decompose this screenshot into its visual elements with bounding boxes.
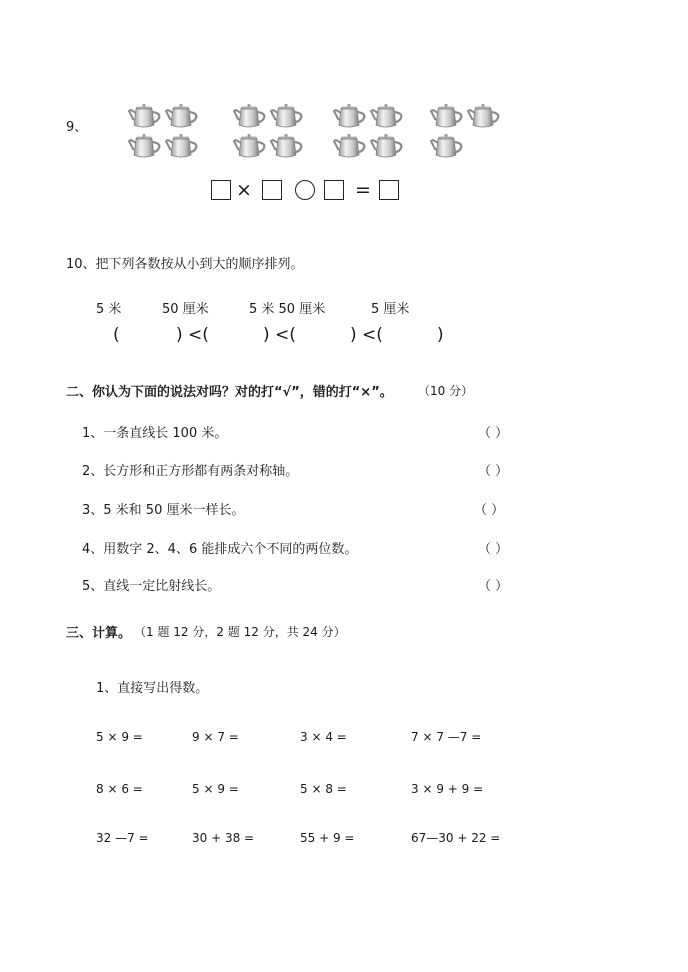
teapot-icon — [233, 133, 267, 159]
teapot-icon — [370, 103, 404, 129]
calc-item: 8 × 6 = — [96, 782, 143, 796]
calc-item: 3 × 9 + 9 = — [411, 782, 484, 796]
statement-4: 4、用数字 2、4、6 能排成六个不同的两位数。 — [82, 542, 358, 557]
answer-box[interactable] — [262, 180, 282, 200]
teapot-icon — [270, 103, 304, 129]
section-2-title: 二、你认为下面的说法对吗？对的打“√”，错的打“×”。 — [66, 385, 393, 400]
section-3-score: （1 题 12 分，2 题 12 分，共 24 分） — [134, 625, 346, 639]
teapot-icon — [467, 103, 501, 129]
teapot-icon — [333, 103, 367, 129]
calc-item: 9 × 7 = — [192, 730, 239, 744]
length-item: 50 厘米 — [162, 302, 209, 317]
teapot-icon — [370, 133, 404, 159]
calc-item: 30 + 38 = — [192, 831, 255, 845]
order-paren: ( — [113, 325, 120, 345]
length-item: 5 厘米 — [371, 302, 410, 317]
calc-item: 5 × 8 = — [300, 782, 347, 796]
teapot-icon — [165, 133, 199, 159]
teapot-icon — [233, 103, 267, 129]
statement-1: 1、一条直线长 100 米。 — [82, 426, 228, 441]
question-9-number: 9、 — [66, 120, 88, 135]
section-3-title: 三、计算。 — [66, 626, 132, 641]
section-3-subtitle: 1、直接写出得数。 — [96, 681, 209, 696]
answer-blank[interactable]: （ ） — [478, 426, 509, 441]
answer-box[interactable] — [211, 180, 231, 200]
calc-item: 5 × 9 = — [192, 782, 239, 796]
answer-blank[interactable]: （ ） — [478, 579, 509, 594]
answer-blank[interactable]: （ ） — [478, 464, 509, 479]
calc-item: 32 —7 = — [96, 831, 149, 845]
section-2-score: （10 分） — [418, 384, 474, 398]
teapot-icon — [430, 103, 464, 129]
teapot-icon — [165, 103, 199, 129]
length-item: 5 米 50 厘米 — [249, 302, 326, 317]
teapot-icon — [270, 133, 304, 159]
times-sign: × — [236, 179, 252, 201]
teapot-icon — [128, 103, 162, 129]
answer-blank[interactable]: （ ） — [478, 542, 509, 557]
calc-item: 7 × 7 —7 = — [411, 730, 482, 744]
order-paren: ) — [437, 325, 444, 345]
order-paren: ) <( — [176, 325, 209, 345]
order-paren: ) <( — [263, 325, 296, 345]
teapot-icon — [333, 133, 367, 159]
statement-3: 3、5 米和 50 厘米一样长。 — [82, 503, 245, 518]
calc-item: 3 × 4 = — [300, 730, 347, 744]
question-10-prompt: 10、把下列各数按从小到大的顺序排列。 — [66, 257, 304, 272]
calc-item: 5 × 9 = — [96, 730, 143, 744]
equals-sign: = — [355, 179, 371, 201]
teapot-icon — [430, 133, 464, 159]
teapot-icon — [128, 133, 162, 159]
operator-circle[interactable] — [295, 180, 315, 200]
calc-item: 67—30 + 22 = — [411, 831, 501, 845]
calc-item: 55 + 9 = — [300, 831, 355, 845]
answer-box[interactable] — [379, 180, 399, 200]
order-paren: ) <( — [350, 325, 383, 345]
statement-2: 2、长方形和正方形都有两条对称轴。 — [82, 464, 299, 479]
statement-5: 5、直线一定比射线长。 — [82, 579, 221, 594]
answer-blank[interactable]: （ ） — [474, 503, 505, 518]
answer-box[interactable] — [324, 180, 344, 200]
length-item: 5 米 — [96, 302, 122, 317]
